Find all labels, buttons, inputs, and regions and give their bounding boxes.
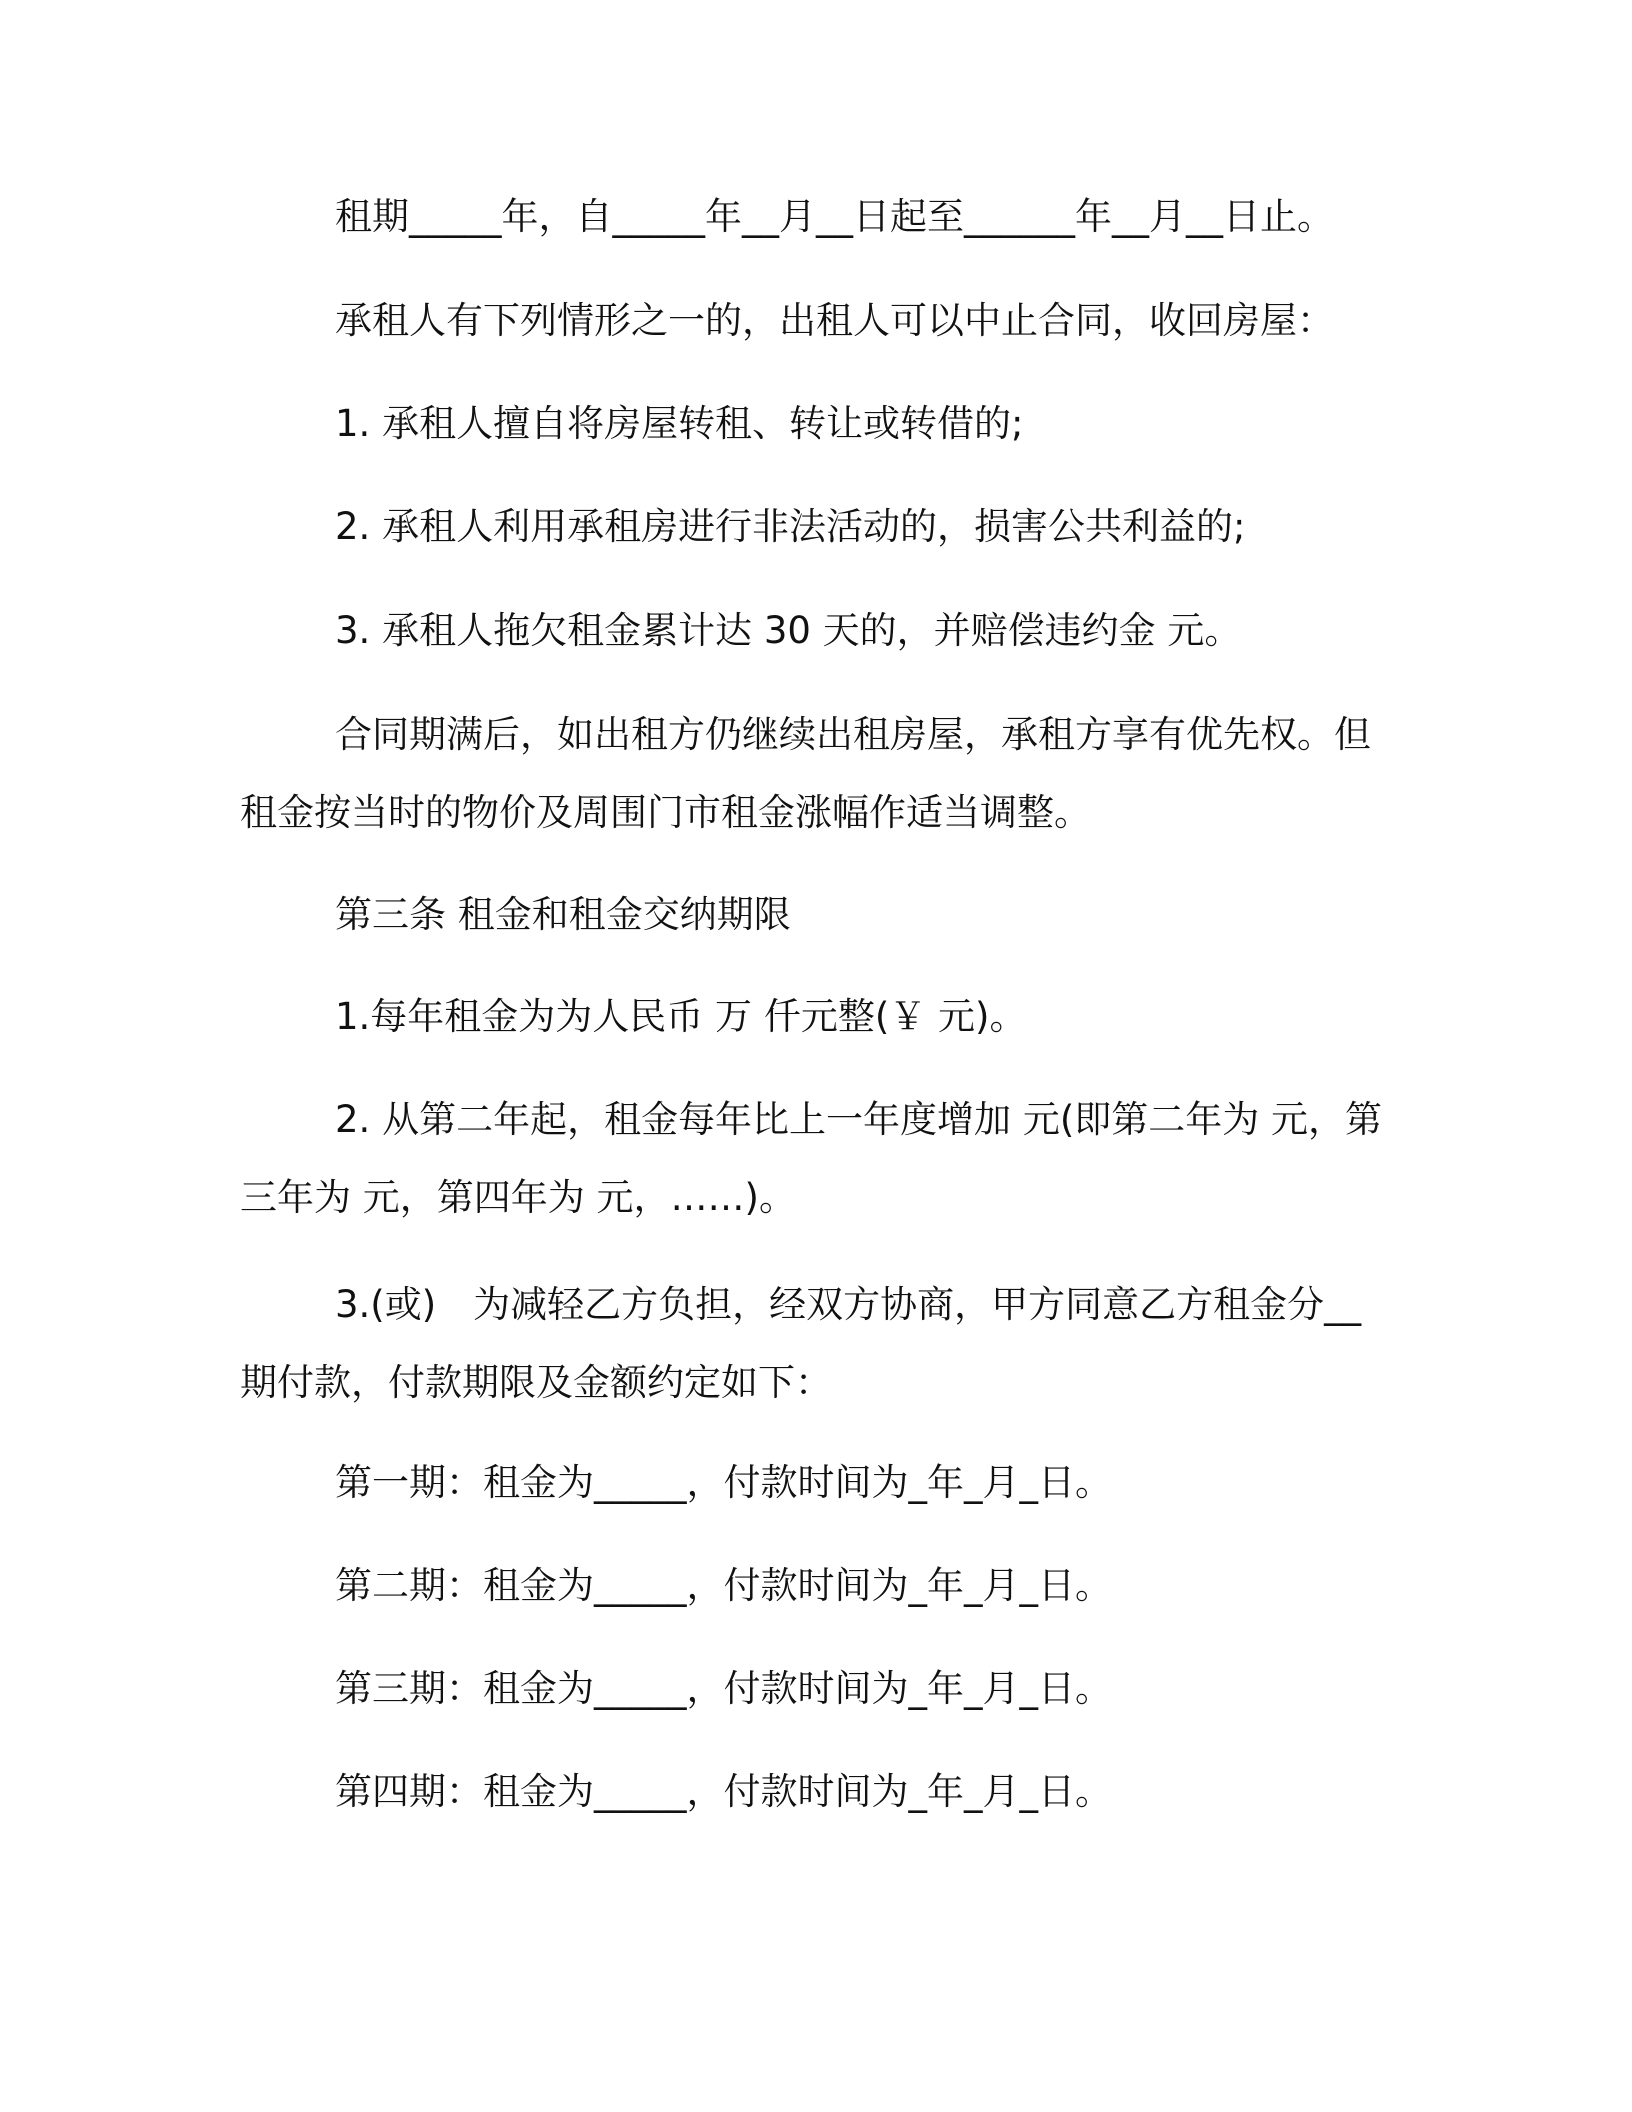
renewal-paragraph-line-1: 合同期满后，如出租方仍继续出租房屋，承租方享有优先权。但 bbox=[335, 713, 1371, 756]
termination-clause-2: 2. 承租人利用承租房进行非法活动的，损害公共利益的; bbox=[335, 505, 1246, 548]
rent-item-3-line-2: 期付款，付款期限及金额约定如下： bbox=[240, 1361, 832, 1404]
rent-item-1: 1.每年租金为为人民币 万 仟元整(￥ 元)。 bbox=[335, 995, 1027, 1038]
renewal-paragraph-line-2: 租金按当时的物价及周围门市租金涨幅作适当调整。 bbox=[240, 791, 1091, 834]
rent-item-2 bbox=[240, 1081, 1383, 1237]
rent-item-2-line-2: 三年为 元，第四年为 元，……)。 bbox=[240, 1176, 796, 1219]
installment-3: 第三期：租金为_____，付款时间为_年_月_日。 bbox=[335, 1667, 1112, 1710]
rent-item-2-line-1: 2. 从第二年起，租金每年比上一年度增加 元(即第二年为 元，第 bbox=[335, 1098, 1383, 1141]
termination-intro: 承租人有下列情形之一的，出租人可以中止合同，收回房屋： bbox=[335, 299, 1334, 342]
rent-item-3-line-1: 3.(或) 为减轻乙方负担，经双方协商，甲方同意乙方租金分__ bbox=[335, 1283, 1362, 1326]
rent-item-3 bbox=[240, 1266, 1380, 1422]
termination-clause-3: 3. 承租人拖欠租金累计达 30 天的，并赔偿违约金 元。 bbox=[335, 609, 1242, 652]
installment-2: 第二期：租金为_____，付款时间为_年_月_日。 bbox=[335, 1564, 1112, 1607]
article-3-title: 第三条 租金和租金交纳期限 bbox=[335, 893, 791, 936]
installment-4: 第四期：租金为_____，付款时间为_年_月_日。 bbox=[335, 1770, 1112, 1813]
renewal-paragraph bbox=[240, 696, 1380, 852]
installment-1: 第一期：租金为_____，付款时间为_年_月_日。 bbox=[335, 1461, 1112, 1504]
termination-clause-1: 1. 承租人擅自将房屋转租、转让或转借的; bbox=[335, 402, 1024, 445]
lease-term-line: 租期_____年，自_____年__月__日起至______年__月__日止。 bbox=[335, 195, 1334, 238]
